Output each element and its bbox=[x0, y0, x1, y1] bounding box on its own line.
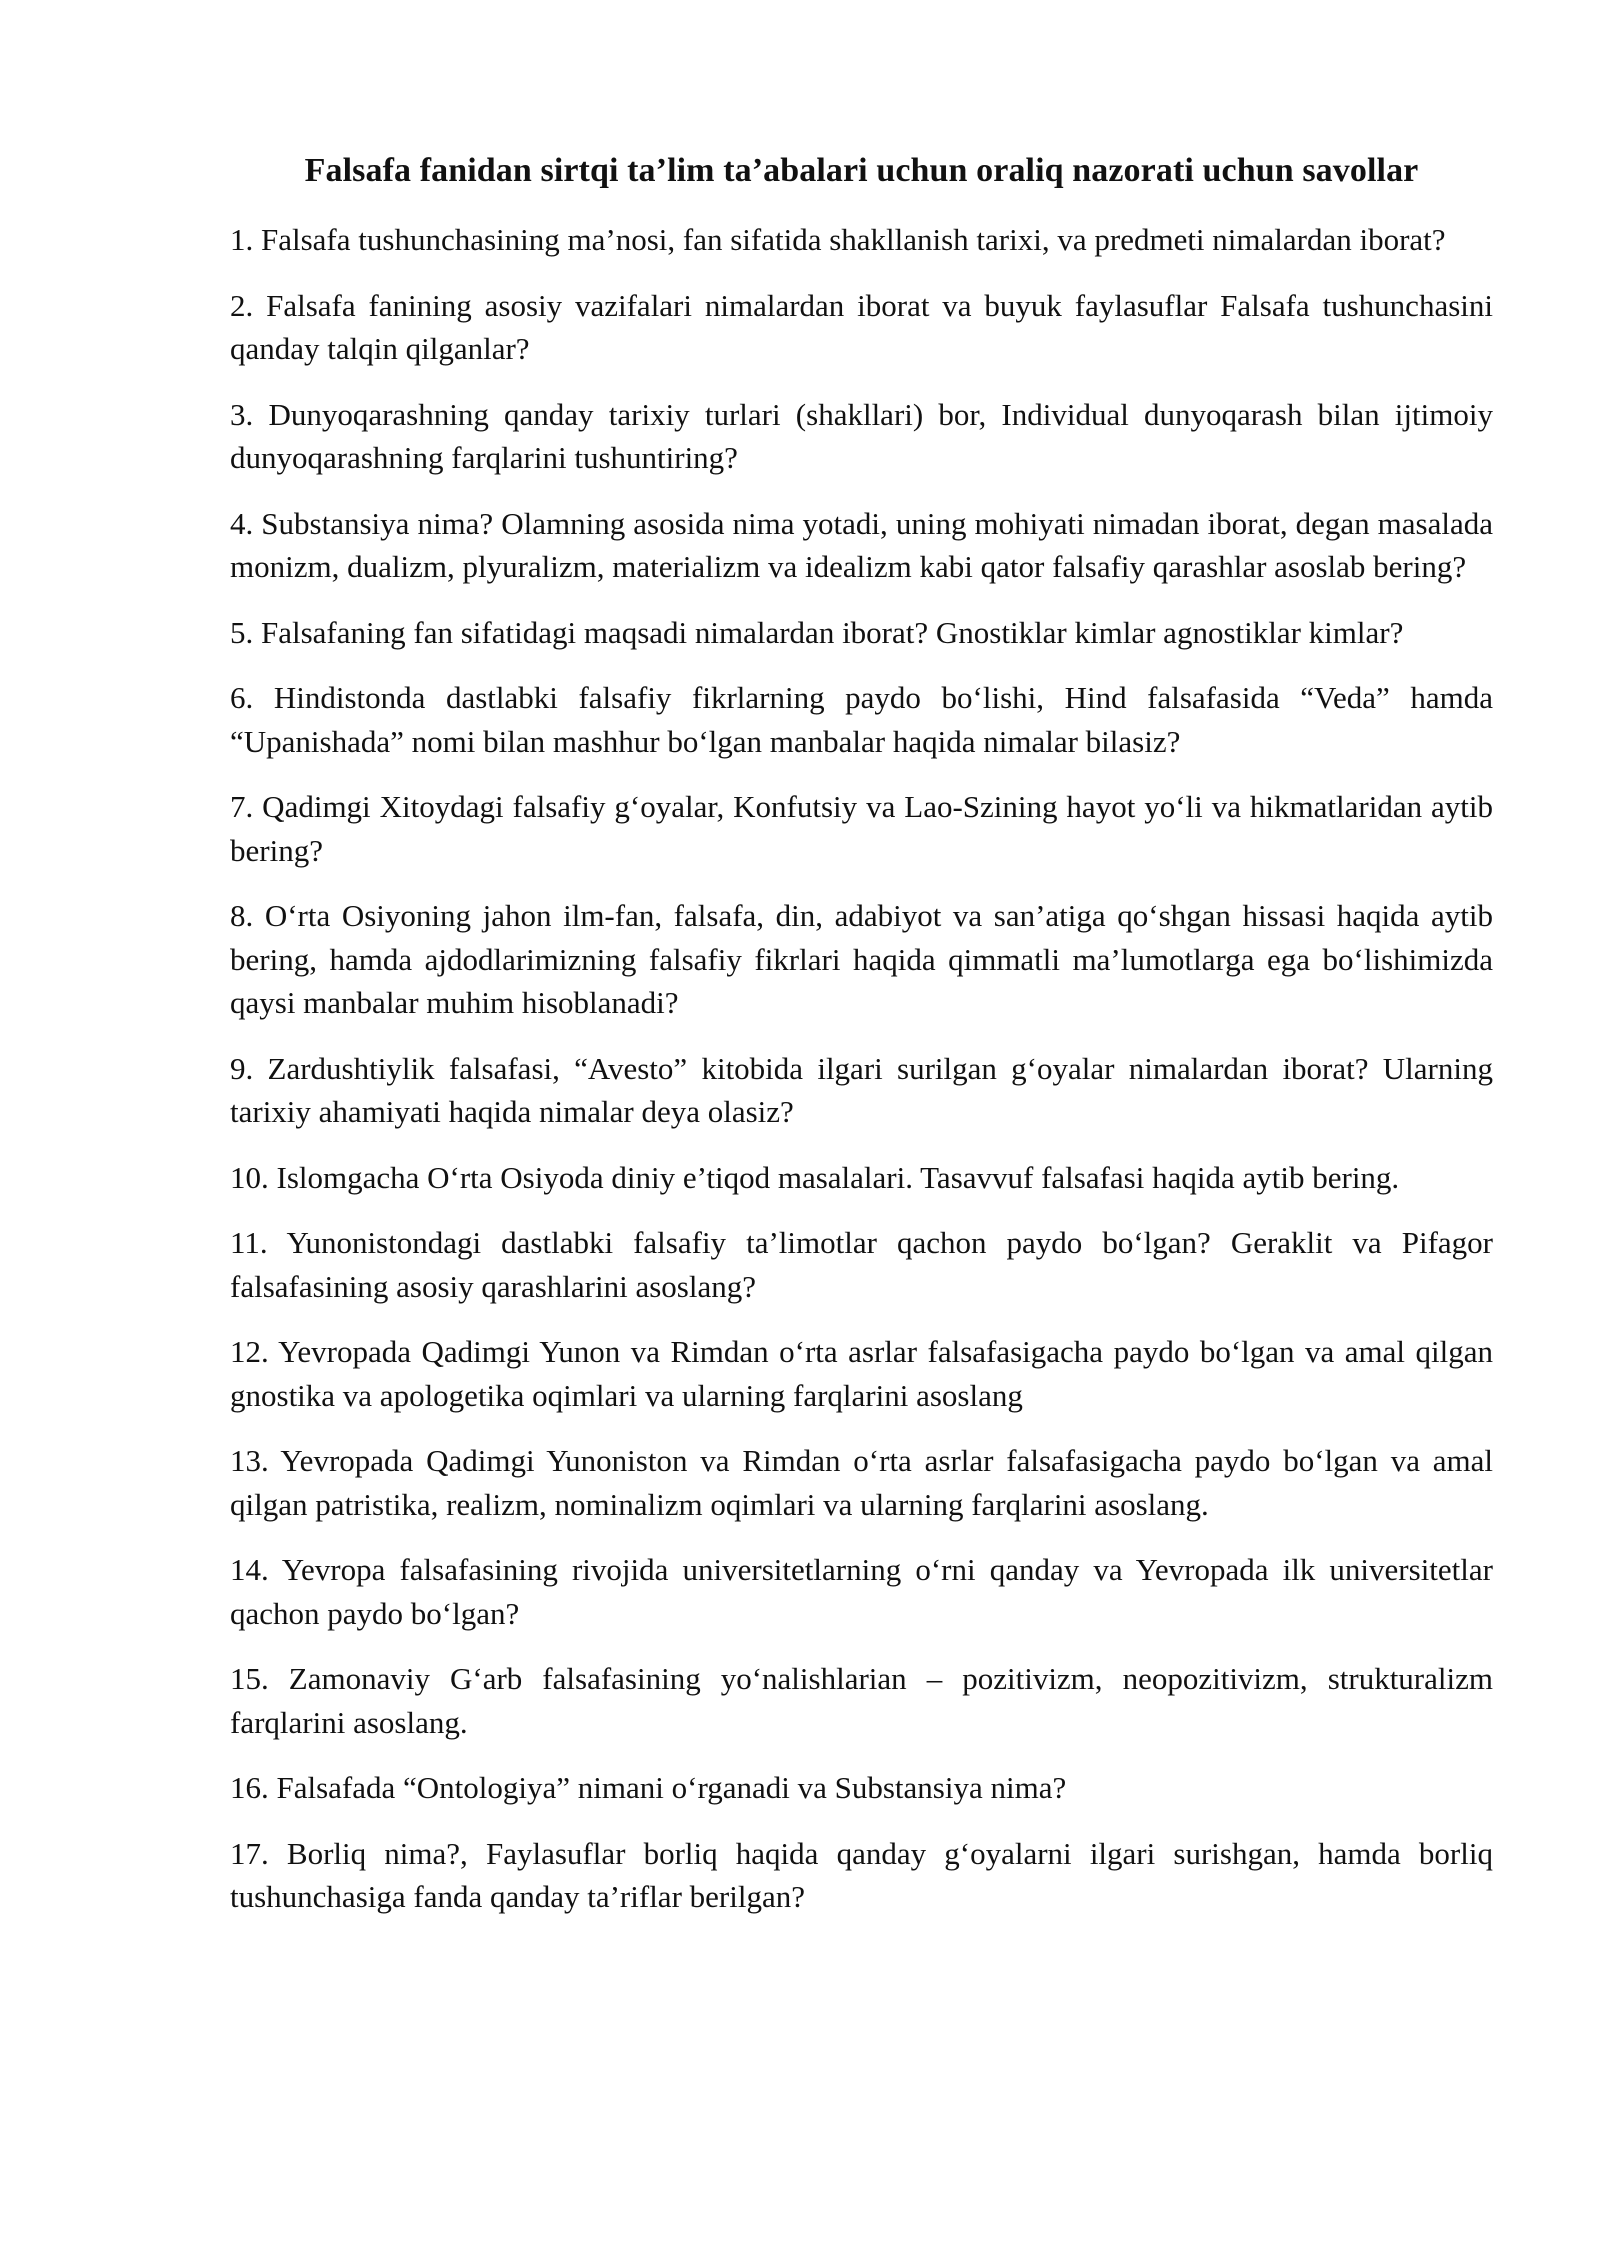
question-item: 16. Falsafada “Ontologiya” nimani o‘rganadi va Substansiya nima? bbox=[230, 1770, 1067, 1805]
question-item: 10. Islomgacha O‘rta Osiyoda diniy e’tiqod masalalari. Tasavvuf falsafasi haqida aytib bering. bbox=[230, 1159, 1400, 1195]
question-item: 9. Zardushtiylik falsafasi, “Avesto” kitobida ilgari surilgan g‘oyalar nimalardan iborat? Ularning tarixiy ahamiyati haqida nimalar deya olasiz? bbox=[230, 1050, 1493, 1129]
question-item: 3. Dunyoqarashning qanday tarixiy turlari (shakllari) bor, Individual dunyoqarash bilan ijtimoiy dunyoqarashning farqlarini tushuntiring? bbox=[230, 396, 1493, 475]
question-item: 17. Borliq nima?, Faylasuflar borliq haqida qanday g‘oyalarni ilgari surishgan, hamda borliq tushunchasiga fanda qanday ta’riflar berilgan? bbox=[230, 1835, 1493, 1914]
question-item: 15. Zamonaviy G‘arb falsafasining yo‘nalishlarian – pozitivizm, neopozitivizm, strukturalizm farqlarini asoslang. bbox=[230, 1661, 1493, 1740]
question-item: 11. Yunonistondagi dastlabki falsafiy ta’limotlar qachon paydo bo‘lgan? Geraklit va Pifagor falsafasining asosiy qarashlarini asoslang? bbox=[230, 1225, 1493, 1304]
question-item: 13. Yevropada Qadimgi Yunoniston va Rimdan o‘rta asrlar falsafasigacha paydo bo‘lgan va amal qilgan patristika, realizm, nominalizm oqimlari va ularning farqlarini asoslang. bbox=[230, 1443, 1493, 1522]
document-page bbox=[230, 150, 1493, 1941]
question-item: 5. Falsafaning fan sifatidagi maqsadi nimalardan iborat? Gnostiklar kimlar agnostiklar kimlar? bbox=[230, 614, 1404, 650]
page-title: Falsafa fanidan sirtqi ta’lim ta’abalari uchun oraliq nazorati uchun savollar bbox=[304, 152, 1419, 189]
question-item: 8. O‘rta Osiyoning jahon ilm-fan, falsafa, din, adabiyot va san’atiga qo‘shgan hissasi haqida aytib bering, hamda ajdodlarimizning falsafiy fikrlari haqida qimmatli ma’lumotlarga ega bo‘lishimizda qaysi manbalar muhim hisoblanadi? bbox=[230, 898, 1493, 1020]
question-item: 14. Yevropa falsafasining rivojida universitetlarning o‘rni qanday va Yevropada ilk universitetlar qachon paydo bo‘lgan? bbox=[230, 1552, 1493, 1631]
question-item: 12. Yevropada Qadimgi Yunon va Rimdan o‘rta asrlar falsafasigacha paydo bo‘lgan va amal qilgan gnostika va apologetika oqimlari va ularning farqlarini asoslang bbox=[230, 1334, 1493, 1413]
question-item: 6. Hindistonda dastlabki falsafiy fikrlarning paydo bo‘lishi, Hind falsafasida “Veda” hamda “Upanishada” nomi bilan mashhur bo‘lgan manbalar haqida nimalar bilasiz? bbox=[230, 680, 1493, 759]
question-item: 7. Qadimgi Xitoydagi falsafiy g‘oyalar, Konfutsiy va Lao-Szining hayot yo‘li va hikmatlaridan aytib bering? bbox=[230, 789, 1493, 868]
question-list bbox=[230, 218, 1493, 1919]
question-item: 2. Falsafa fanining asosiy vazifalari nimalardan iborat va buyuk faylasuflar Falsafa tushunchasini qanday talqin qilganlar? bbox=[230, 287, 1493, 366]
question-item: 4. Substansiya nima? Olamning asosida nima yotadi, uning mohiyati nimadan iborat, degan masalada monizm, dualizm, plyuralizm, materializm va idealizm kabi qator falsafiy qarashlar asoslab bering? bbox=[230, 505, 1493, 584]
question-item: 1. Falsafa tushunchasining ma’nosi, fan sifatida shakllanish tarixi, va predmeti nimalardan iborat? bbox=[230, 222, 1446, 257]
